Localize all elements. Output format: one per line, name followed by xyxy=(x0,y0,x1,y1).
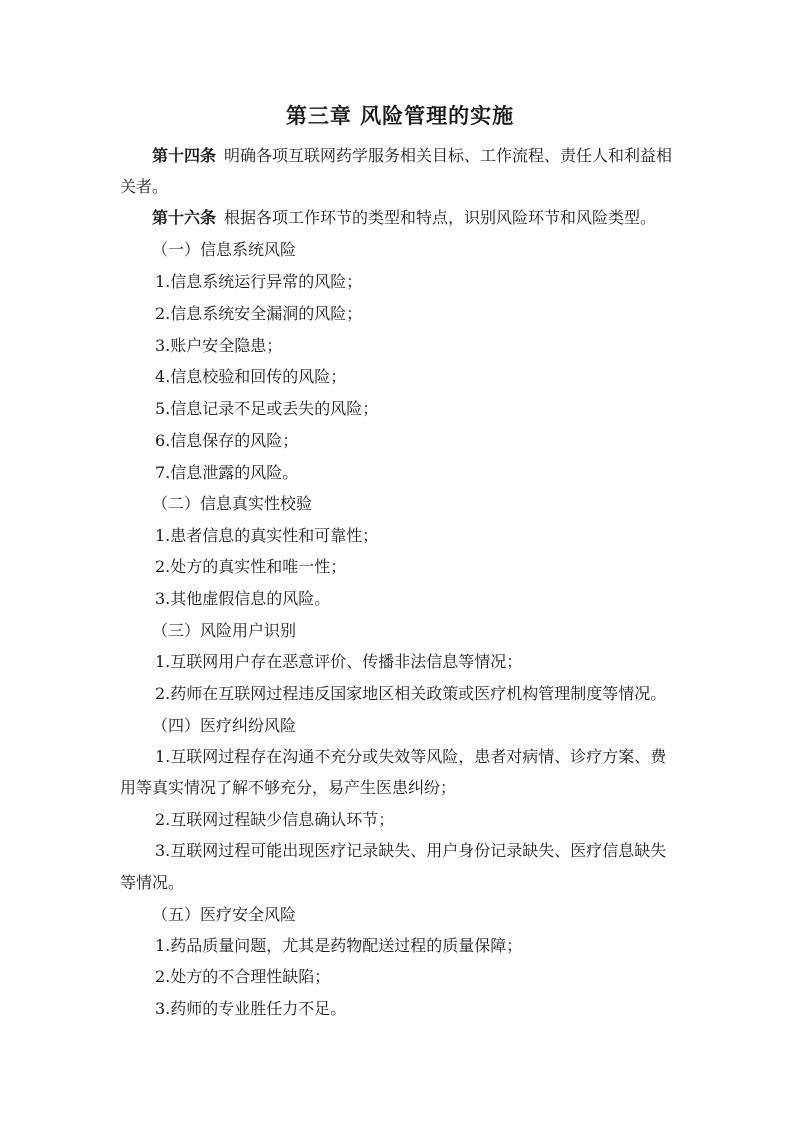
list-item: 2.信息系统安全漏洞的风险； xyxy=(155,304,363,323)
list-item: 1.药品质量问题，尤其是药物配送过程的质量保障； xyxy=(155,936,523,955)
list-item: 3.其他虚假信息的风险。 xyxy=(155,589,331,608)
section-heading: （一）信息系统风险 xyxy=(152,240,297,259)
list-item: 7.信息泄露的风险。 xyxy=(155,463,299,482)
list-item: 2.处方的不合理性缺陷； xyxy=(155,967,331,986)
list-item: 3.账户安全隐患； xyxy=(155,336,283,355)
article-14-line-1 xyxy=(152,145,712,167)
article-14-text: 明确各项互联网药学服务相关目标、工作流程、责任人和利益相 xyxy=(224,146,673,165)
section-heading: （三）风险用户识别 xyxy=(152,621,297,640)
article-16-text: 根据各项工作环节的类型和特点，识别风险环节和风险类型。 xyxy=(224,208,657,227)
list-item: 2.药师在互联网过程违反国家地区相关政策或医疗机构管理制度等情况。 xyxy=(155,684,667,703)
list-item: 3.药师的专业胜任力不足。 xyxy=(155,999,347,1018)
list-item: 1.患者信息的真实性和可靠性； xyxy=(155,526,379,545)
list-item: 2.互联网过程缺少信息确认环节； xyxy=(155,810,395,829)
list-item: 4.信息校验和回传的风险； xyxy=(155,367,347,386)
list-item: 5.信息记录不足或丢失的风险； xyxy=(155,399,379,418)
chapter-title: 第三章 风险管理的实施 xyxy=(285,104,515,128)
list-item: 2.处方的真实性和唯一性； xyxy=(155,557,347,576)
section-heading: （五）医疗安全风险 xyxy=(152,905,297,924)
list-item-continuation: 用等真实情况了解不够充分，易产生医患纠纷； xyxy=(120,778,457,797)
list-item: 3.互联网过程可能出现医疗记录缺失、用户身份记录缺失、医疗信息缺失 xyxy=(155,841,667,860)
section-heading: （二）信息真实性校验 xyxy=(152,494,313,513)
list-item: 1.互联网过程存在沟通不充分或失效等风险，患者对病情、诊疗方案、费 xyxy=(155,747,667,766)
list-item-continuation: 等情况。 xyxy=(120,873,185,892)
article-16-line xyxy=(152,207,712,229)
section-heading: （四）医疗纠纷风险 xyxy=(152,716,297,735)
list-item: 1.互联网用户存在恶意评价、传播非法信息等情况； xyxy=(155,652,523,671)
article-14-line-2: 关者。 xyxy=(120,177,169,196)
article-16-label: 第十六条 xyxy=(152,208,217,227)
list-item: 6.信息保存的风险； xyxy=(155,431,299,450)
article-14-label: 第十四条 xyxy=(152,146,217,165)
list-item: 1.信息系统运行异常的风险； xyxy=(155,272,363,291)
